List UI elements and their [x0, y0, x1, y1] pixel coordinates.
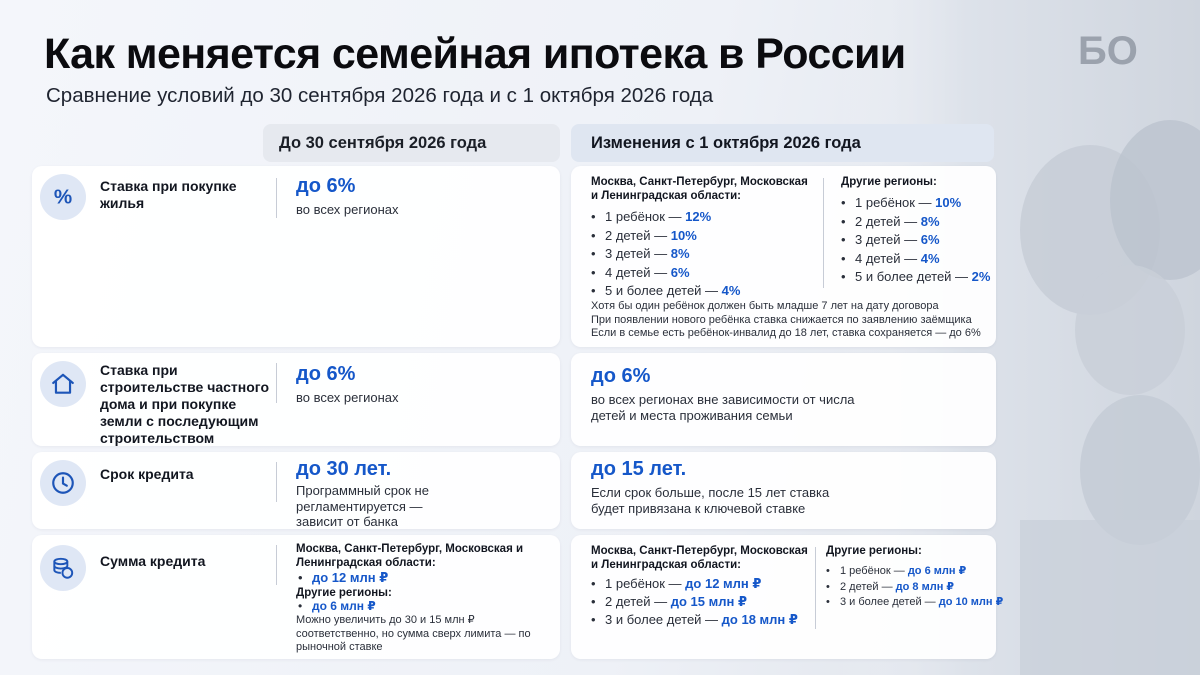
list-item-value: до 6 млн ₽: [907, 565, 967, 577]
list-item: [841, 213, 990, 232]
list-item: [591, 245, 740, 264]
row-label-amount: Сумма кредита: [100, 553, 206, 569]
group-title-other: Другие регионы:: [841, 176, 937, 188]
rate-list-capitals: [591, 208, 740, 301]
note-line: Если в семье есть ребёнок-инвалид до 18 лет, ставка сохраняется — до 6%: [591, 327, 981, 339]
divider: [823, 178, 824, 288]
list-item-label: 5 и более детей —: [605, 283, 722, 298]
list-item: [826, 580, 1003, 596]
list-item: [841, 268, 990, 287]
group-title-capitals: Москва, Санкт-Петербург, Московская и Ленинградская области:: [591, 545, 808, 571]
list-item-value: 10%: [670, 227, 697, 243]
bo-logo: [1078, 26, 1158, 72]
row-label-rate-construction: Ставка при строительстве частного дома и при покупке земли с последующим строительством: [100, 362, 269, 446]
percent-icon: [40, 174, 86, 220]
value-before: до 6%: [296, 363, 356, 385]
list-item: [591, 611, 798, 629]
list-item: [591, 593, 798, 611]
list-item-value: до 18 млн ₽: [721, 612, 798, 627]
svg-text:БО: БО: [1078, 29, 1138, 72]
house-icon: [40, 361, 86, 407]
list-item: [841, 231, 990, 250]
list-item: • до 12 млн ₽: [298, 570, 388, 586]
group-title-other: Другие регионы:: [826, 545, 922, 557]
list-item: [591, 264, 740, 283]
note-line: При появлении нового ребёнка ставка снижается по заявлению заёмщика: [591, 313, 972, 326]
list-item: [591, 575, 798, 593]
divider: [276, 178, 277, 218]
page-subtitle: Сравнение условий до 30 сентября 2026 года и с 1 октября 2026 года: [46, 84, 714, 107]
note-before: Программный срок не регламентируется — зависит от банка: [296, 483, 429, 529]
row-label-rate-purchase: Ставка при покупке жилья: [100, 178, 237, 211]
list-item: [826, 564, 1003, 580]
group-title-capitals: Москва, Санкт-Петербург, Московская и Ленинградская области:: [296, 543, 524, 569]
note-before: Можно увеличить до 30 и 15 млн ₽ соответственно, но сумма сверх лимита — по рыночной ставке: [296, 614, 531, 653]
divider: [276, 545, 277, 585]
list-item-label: 2 детей —: [840, 580, 896, 593]
row-label-term: Срок кредита: [100, 466, 194, 482]
list-item-value: до 8 млн ₽: [895, 580, 955, 593]
row-card-term-after: [571, 452, 996, 529]
list-item: [591, 208, 740, 227]
amount-before-other: [298, 599, 376, 615]
note-before: во всех регионах: [296, 202, 399, 217]
list-item-label: 2 детей —: [605, 594, 671, 609]
note-line: Хотя бы один ребёнок должен быть младше 7 лет на дату договора: [591, 300, 939, 312]
row-card-rate-purchase-after: [571, 166, 996, 347]
amount-list-capitals: [591, 575, 798, 629]
row-card-rate-purchase: [32, 166, 560, 347]
list-item-label: 4 детей —: [855, 250, 921, 266]
value-after: до 6%: [591, 365, 651, 387]
note-after: Если срок больше, после 15 лет ставка будет привязана к ключевой ставке: [591, 485, 830, 516]
note-before: во всех регионах: [296, 390, 399, 405]
value-before: до 30 лет.: [296, 458, 392, 480]
clock-icon: [40, 460, 86, 506]
list-item-value: 12%: [685, 209, 712, 224]
list-item-label: 1 ребёнок —: [605, 576, 686, 591]
value-after: до 15 лет.: [591, 458, 687, 480]
list-item-value: до 12 млн ₽: [685, 576, 762, 591]
list-item-label: 1 ребёнок —: [855, 195, 936, 210]
divider: [815, 547, 816, 629]
list-item-label: 2 детей —: [855, 213, 921, 229]
list-item-value: 4%: [920, 250, 940, 266]
list-item: • до 6 млн ₽: [298, 599, 376, 615]
list-item-value: 6%: [920, 232, 940, 247]
group-title-capitals: Москва, Санкт-Петербург, Московская и Ленинградская области:: [591, 176, 808, 202]
rate-list-other: [841, 194, 990, 287]
value-before: до 6%: [296, 175, 356, 197]
list-item-value: 8%: [670, 246, 690, 261]
list-item: [841, 250, 990, 269]
list-item: [841, 194, 990, 213]
svg-text:%: %: [53, 185, 73, 209]
list-item-value: до 15 млн ₽: [670, 594, 748, 609]
divider: [276, 462, 277, 502]
list-item-label: 2 детей —: [605, 227, 671, 243]
coins-icon: [40, 545, 86, 591]
list-item-value: 10%: [935, 195, 962, 210]
amount-before-capitals: [298, 570, 388, 586]
list-item-value: до 10 млн ₽: [938, 596, 1004, 608]
row-card-term: [32, 452, 560, 529]
list-item-label: 4 детей —: [605, 264, 671, 280]
list-item: [591, 282, 740, 301]
row-card-rate-construction-after: [571, 353, 996, 446]
row-card-amount-after: [571, 535, 1004, 659]
divider: [276, 363, 277, 403]
amount-list-other: [826, 564, 1003, 611]
group-title-other: Другие регионы:: [296, 587, 392, 599]
column-header-after: Изменения с 1 октября 2026 года: [571, 124, 994, 162]
row-card-rate-construction: [32, 353, 560, 446]
note-after: во всех регионах вне зависимости от числа детей и места проживания семьи: [591, 392, 855, 423]
list-item-value: 4%: [721, 283, 741, 298]
list-item-value: 2%: [971, 269, 991, 284]
list-item-label: 3 и более детей —: [840, 596, 939, 608]
list-item-label: 1 ребёнок —: [605, 209, 686, 224]
list-item-label: 3 детей —: [605, 246, 671, 261]
page-title: Как меняется семейная ипотека в России: [44, 30, 906, 78]
list-item: [826, 595, 1003, 611]
conditions-notes: [591, 300, 991, 341]
row-card-amount: [32, 535, 560, 659]
list-item-label: 3 и более детей —: [605, 612, 722, 627]
list-item-label: 3 детей —: [855, 232, 921, 247]
column-header-before: До 30 сентября 2026 года: [263, 124, 560, 162]
list-item: [591, 227, 740, 246]
list-item-label: 5 и более детей —: [855, 269, 972, 284]
list-item-label: 1 ребёнок —: [840, 565, 908, 577]
list-item-value: 6%: [670, 264, 690, 280]
list-item-value: 8%: [920, 213, 940, 229]
